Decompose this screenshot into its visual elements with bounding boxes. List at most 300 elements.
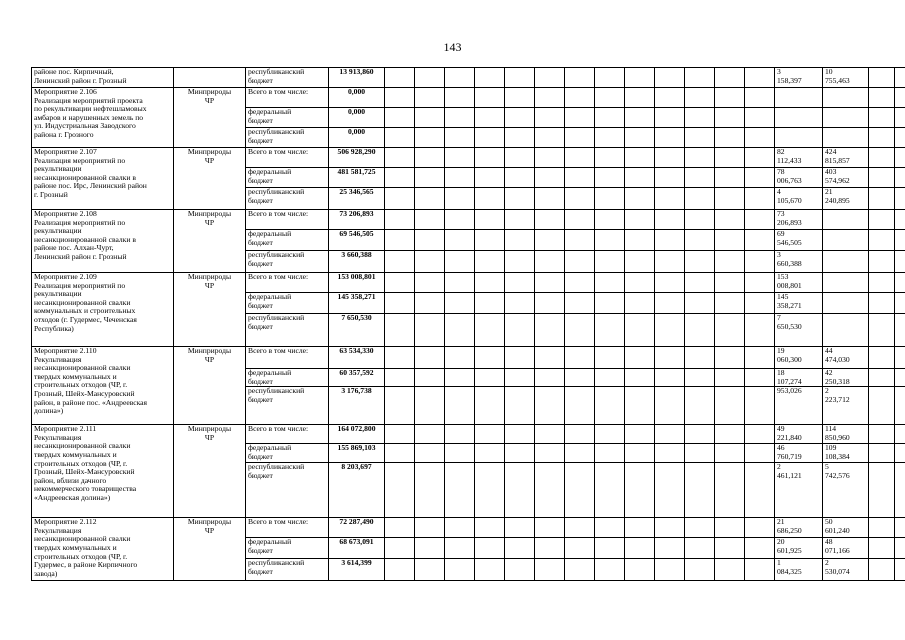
amount-2023-cell: [823, 108, 869, 128]
empty-year-cell: [595, 463, 625, 518]
total-amount-cell: 63 534,330: [329, 347, 385, 369]
empty-year-cell: [745, 251, 775, 273]
empty-year-cell: [565, 347, 595, 369]
funding-source-cell: республиканский бюджет: [246, 314, 329, 347]
amount-2022-cell: 3 660,388: [775, 251, 823, 273]
empty-year-cell: [685, 387, 715, 425]
amount-2022-cell: 2 461,121: [775, 463, 823, 518]
funding-source-cell: республиканский бюджет: [246, 251, 329, 273]
empty-year-cell: [535, 108, 565, 128]
total-amount-cell: 7 650,530: [329, 314, 385, 347]
empty-year-cell: [625, 128, 655, 148]
empty-year-cell: [445, 230, 475, 251]
amount-2022-cell: [775, 88, 823, 108]
executor-cell: Минприроды ЧР: [174, 425, 246, 518]
total-amount-cell: 3 176,738: [329, 387, 385, 425]
empty-year-cell: [415, 230, 445, 251]
empty-year-cell: [655, 444, 685, 463]
total-amount-cell: 8 203,697: [329, 463, 385, 518]
empty-year-cell: [655, 559, 685, 581]
amount-2023-cell: [823, 210, 869, 230]
empty-year-cell: [595, 314, 625, 347]
funding-source-cell: Всего в том числе:: [246, 88, 329, 108]
amount-2022-cell: [775, 108, 823, 128]
empty-year-cell: [685, 538, 715, 559]
empty-year-cell: [715, 210, 745, 230]
empty-year-cell: [685, 128, 715, 148]
empty-year-cell: [415, 387, 445, 425]
empty-year-cell: [715, 273, 745, 293]
table-row: [32, 68, 905, 88]
empty-year-cell: [475, 210, 505, 230]
empty-year-cell: [869, 293, 895, 314]
funding-source-cell: федеральный бюджет: [246, 230, 329, 251]
empty-year-cell: [625, 387, 655, 425]
amount-2023-cell: 21 240,895: [823, 188, 869, 210]
amount-2022-cell: 20 601,925: [775, 538, 823, 559]
empty-year-cell: [535, 251, 565, 273]
empty-year-cell: [535, 88, 565, 108]
empty-year-cell: [385, 148, 415, 168]
empty-year-cell: [715, 188, 745, 210]
empty-year-cell: [505, 369, 535, 387]
empty-year-cell: [505, 251, 535, 273]
empty-year-cell: [715, 128, 745, 148]
empty-year-cell: [445, 88, 475, 108]
funding-source-cell: Всего в том числе:: [246, 148, 329, 168]
empty-year-cell: [715, 369, 745, 387]
empty-year-cell: [595, 128, 625, 148]
empty-year-cell: [415, 108, 445, 128]
amount-2022-cell: 49 221,840: [775, 425, 823, 444]
empty-year-cell: [505, 88, 535, 108]
total-amount-cell: 155 869,103: [329, 444, 385, 463]
empty-year-cell: [415, 68, 445, 88]
total-amount-cell: 13 913,860: [329, 68, 385, 88]
empty-year-cell: [869, 88, 895, 108]
empty-year-cell: [745, 293, 775, 314]
empty-year-cell: [385, 444, 415, 463]
empty-year-cell: [445, 314, 475, 347]
empty-year-cell: [445, 128, 475, 148]
empty-year-cell: [565, 425, 595, 444]
empty-year-cell: [715, 518, 745, 538]
empty-year-cell: [745, 273, 775, 293]
empty-year-cell: [895, 387, 905, 425]
empty-year-cell: [415, 314, 445, 347]
empty-year-cell: [415, 559, 445, 581]
amount-2022-cell: 145 358,271: [775, 293, 823, 314]
empty-year-cell: [895, 251, 905, 273]
total-amount-cell: 3 660,388: [329, 251, 385, 273]
empty-year-cell: [625, 314, 655, 347]
funding-source-cell: федеральный бюджет: [246, 369, 329, 387]
empty-year-cell: [595, 518, 625, 538]
amount-2022-cell: 7 650,530: [775, 314, 823, 347]
executor-cell: Минприроды ЧР: [174, 210, 246, 273]
funding-source-cell: Всего в том числе:: [246, 347, 329, 369]
empty-year-cell: [745, 463, 775, 518]
empty-year-cell: [445, 369, 475, 387]
activity-cell: Мероприятие 2.106 Реализация мероприятий проекта по рекультивации нефтешламовых амбаров и нарушенных земель по ул. Индустриальная Заводского района г. Грозного: [32, 88, 174, 148]
empty-year-cell: [565, 559, 595, 581]
empty-year-cell: [685, 148, 715, 168]
empty-year-cell: [715, 463, 745, 518]
empty-year-cell: [895, 210, 905, 230]
empty-year-cell: [565, 518, 595, 538]
amount-2022-cell: 78 006,763: [775, 168, 823, 188]
empty-year-cell: [445, 425, 475, 444]
empty-year-cell: [445, 251, 475, 273]
empty-year-cell: [869, 148, 895, 168]
executor-cell: Минприроды ЧР: [174, 347, 246, 425]
empty-year-cell: [415, 347, 445, 369]
empty-year-cell: [595, 148, 625, 168]
funding-source-cell: Всего в том числе:: [246, 425, 329, 444]
empty-year-cell: [895, 188, 905, 210]
empty-year-cell: [385, 188, 415, 210]
empty-year-cell: [505, 538, 535, 559]
empty-year-cell: [895, 518, 905, 538]
empty-year-cell: [565, 88, 595, 108]
empty-year-cell: [535, 168, 565, 188]
amount-2023-cell: 42 250,318: [823, 369, 869, 387]
empty-year-cell: [895, 148, 905, 168]
empty-year-cell: [415, 251, 445, 273]
empty-year-cell: [445, 518, 475, 538]
amount-2023-cell: 48 071,166: [823, 538, 869, 559]
empty-year-cell: [535, 559, 565, 581]
empty-year-cell: [385, 68, 415, 88]
amount-2023-cell: 50 601,240: [823, 518, 869, 538]
empty-year-cell: [415, 538, 445, 559]
empty-year-cell: [505, 68, 535, 88]
empty-year-cell: [655, 168, 685, 188]
empty-year-cell: [715, 148, 745, 168]
empty-year-cell: [745, 88, 775, 108]
empty-year-cell: [505, 347, 535, 369]
empty-year-cell: [385, 347, 415, 369]
empty-year-cell: [475, 108, 505, 128]
empty-year-cell: [385, 88, 415, 108]
empty-year-cell: [625, 68, 655, 88]
empty-year-cell: [535, 425, 565, 444]
budget-table: [31, 67, 905, 581]
total-amount-cell: 69 546,505: [329, 230, 385, 251]
empty-year-cell: [535, 148, 565, 168]
funding-source-cell: федеральный бюджет: [246, 293, 329, 314]
empty-year-cell: [745, 369, 775, 387]
empty-year-cell: [415, 444, 445, 463]
empty-year-cell: [685, 314, 715, 347]
empty-year-cell: [655, 128, 685, 148]
empty-year-cell: [385, 168, 415, 188]
executor-cell: Минприроды ЧР: [174, 518, 246, 581]
empty-year-cell: [385, 538, 415, 559]
amount-2022-cell: 4 105,670: [775, 188, 823, 210]
activity-cell: Мероприятие 2.112 Рекультивация несанкционированной свалки твердых коммунальных и строительных отходов (ЧР, г. Гудермес, в районе Кирпичного завода): [32, 518, 174, 581]
empty-year-cell: [895, 463, 905, 518]
empty-year-cell: [385, 293, 415, 314]
empty-year-cell: [655, 188, 685, 210]
empty-year-cell: [745, 387, 775, 425]
empty-year-cell: [685, 518, 715, 538]
empty-year-cell: [625, 148, 655, 168]
table-row: [32, 425, 905, 444]
empty-year-cell: [505, 108, 535, 128]
empty-year-cell: [715, 314, 745, 347]
activity-cell: районе пос. Кирпичный, Ленинский район г. Грозный: [32, 68, 174, 88]
table-row: [32, 347, 905, 369]
empty-year-cell: [535, 188, 565, 210]
total-amount-cell: 72 287,490: [329, 518, 385, 538]
empty-year-cell: [685, 293, 715, 314]
empty-year-cell: [745, 148, 775, 168]
empty-year-cell: [565, 369, 595, 387]
empty-year-cell: [655, 251, 685, 273]
empty-year-cell: [715, 108, 745, 128]
total-amount-cell: 506 928,290: [329, 148, 385, 168]
empty-year-cell: [445, 444, 475, 463]
empty-year-cell: [445, 148, 475, 168]
empty-year-cell: [895, 314, 905, 347]
empty-year-cell: [895, 88, 905, 108]
empty-year-cell: [869, 444, 895, 463]
empty-year-cell: [655, 88, 685, 108]
empty-year-cell: [895, 444, 905, 463]
empty-year-cell: [655, 347, 685, 369]
executor-cell: [174, 68, 246, 88]
amount-2023-cell: 109 108,384: [823, 444, 869, 463]
empty-year-cell: [475, 425, 505, 444]
empty-year-cell: [895, 128, 905, 148]
empty-year-cell: [869, 463, 895, 518]
empty-year-cell: [745, 314, 775, 347]
empty-year-cell: [385, 314, 415, 347]
empty-year-cell: [415, 168, 445, 188]
amount-2023-cell: [823, 251, 869, 273]
empty-year-cell: [565, 251, 595, 273]
amount-2022-cell: 82 112,433: [775, 148, 823, 168]
empty-year-cell: [685, 444, 715, 463]
empty-year-cell: [415, 188, 445, 210]
empty-year-cell: [895, 538, 905, 559]
amount-2022-cell: 46 760,719: [775, 444, 823, 463]
empty-year-cell: [745, 538, 775, 559]
empty-year-cell: [535, 444, 565, 463]
empty-year-cell: [745, 518, 775, 538]
empty-year-cell: [535, 369, 565, 387]
activity-cell: Мероприятие 2.111 Рекультивация несанкционированной свалки твердых коммунальных и строительных отходов (ЧР, г. Грозный, Шейх-Мансуровский район, вблизи дачного некоммерческого товарищества «Андреевская долина»): [32, 425, 174, 518]
empty-year-cell: [565, 230, 595, 251]
empty-year-cell: [715, 387, 745, 425]
empty-year-cell: [625, 463, 655, 518]
funding-source-cell: республиканский бюджет: [246, 387, 329, 425]
amount-2022-cell: 69 546,505: [775, 230, 823, 251]
activity-cell: Мероприятие 2.109 Реализация мероприятий по рекультивации несанкционированной свалки коммунальных и строительных отходов (г. Гудермес, Чеченская Республика): [32, 273, 174, 347]
empty-year-cell: [475, 559, 505, 581]
empty-year-cell: [445, 188, 475, 210]
funding-source-cell: республиканский бюджет: [246, 463, 329, 518]
empty-year-cell: [505, 188, 535, 210]
empty-year-cell: [475, 188, 505, 210]
empty-year-cell: [869, 68, 895, 88]
total-amount-cell: 145 358,271: [329, 293, 385, 314]
empty-year-cell: [745, 230, 775, 251]
empty-year-cell: [625, 230, 655, 251]
empty-year-cell: [595, 88, 625, 108]
table-body: [32, 68, 905, 581]
amount-2023-cell: 2 530,074: [823, 559, 869, 581]
amount-2022-cell: 19 060,300: [775, 347, 823, 369]
amount-2023-cell: 44 474,030: [823, 347, 869, 369]
total-amount-cell: 0,000: [329, 108, 385, 128]
amount-2022-cell: 3 158,397: [775, 68, 823, 88]
empty-year-cell: [895, 425, 905, 444]
empty-year-cell: [535, 538, 565, 559]
empty-year-cell: [745, 128, 775, 148]
empty-year-cell: [685, 230, 715, 251]
total-amount-cell: 164 072,800: [329, 425, 385, 444]
empty-year-cell: [655, 148, 685, 168]
empty-year-cell: [715, 251, 745, 273]
empty-year-cell: [565, 538, 595, 559]
empty-year-cell: [475, 387, 505, 425]
amount-2023-cell: 424 815,857: [823, 148, 869, 168]
empty-year-cell: [715, 293, 745, 314]
empty-year-cell: [505, 518, 535, 538]
empty-year-cell: [445, 168, 475, 188]
total-amount-cell: 60 357,592: [329, 369, 385, 387]
amount-2023-cell: 2 223,712: [823, 387, 869, 425]
empty-year-cell: [895, 293, 905, 314]
total-amount-cell: 481 581,725: [329, 168, 385, 188]
empty-year-cell: [565, 444, 595, 463]
empty-year-cell: [445, 347, 475, 369]
empty-year-cell: [385, 108, 415, 128]
amount-2022-cell: 21 686,250: [775, 518, 823, 538]
amount-2022-cell: [775, 128, 823, 148]
empty-year-cell: [535, 210, 565, 230]
empty-year-cell: [475, 128, 505, 148]
funding-source-cell: республиканский бюджет: [246, 128, 329, 148]
empty-year-cell: [385, 559, 415, 581]
activity-cell: Мероприятие 2.108 Реализация мероприятий по рекультивации несанкционированной свалки в районе пос. Алхан-Чурт, Ленинский район г. Грозный: [32, 210, 174, 273]
amount-2023-cell: 5 742,576: [823, 463, 869, 518]
empty-year-cell: [625, 538, 655, 559]
total-amount-cell: 153 008,801: [329, 273, 385, 293]
executor-cell: Минприроды ЧР: [174, 273, 246, 347]
funding-source-cell: федеральный бюджет: [246, 444, 329, 463]
empty-year-cell: [895, 68, 905, 88]
total-amount-cell: 0,000: [329, 88, 385, 108]
empty-year-cell: [685, 369, 715, 387]
empty-year-cell: [385, 518, 415, 538]
empty-year-cell: [595, 559, 625, 581]
executor-cell: Минприроды ЧР: [174, 88, 246, 148]
empty-year-cell: [415, 148, 445, 168]
amount-2023-cell: 403 574,962: [823, 168, 869, 188]
empty-year-cell: [685, 210, 715, 230]
table-row: [32, 210, 905, 230]
empty-year-cell: [625, 518, 655, 538]
empty-year-cell: [869, 369, 895, 387]
empty-year-cell: [535, 314, 565, 347]
empty-year-cell: [715, 230, 745, 251]
page-number: 143: [443, 40, 462, 54]
empty-year-cell: [505, 168, 535, 188]
empty-year-cell: [595, 369, 625, 387]
funding-source-cell: республиканский бюджет: [246, 188, 329, 210]
amount-2022-cell: 953,026: [775, 387, 823, 425]
empty-year-cell: [415, 88, 445, 108]
empty-year-cell: [535, 273, 565, 293]
empty-year-cell: [415, 210, 445, 230]
empty-year-cell: [895, 369, 905, 387]
empty-year-cell: [685, 168, 715, 188]
empty-year-cell: [535, 347, 565, 369]
empty-year-cell: [565, 314, 595, 347]
empty-year-cell: [475, 293, 505, 314]
empty-year-cell: [535, 128, 565, 148]
empty-year-cell: [445, 68, 475, 88]
empty-year-cell: [475, 314, 505, 347]
activity-cell: Мероприятие 2.107 Реализация мероприятий по рекультивации несанкционированной свалки в районе пос. Ирс, Ленинский район г. Грозный: [32, 148, 174, 210]
empty-year-cell: [745, 210, 775, 230]
empty-year-cell: [505, 128, 535, 148]
empty-year-cell: [685, 463, 715, 518]
empty-year-cell: [505, 559, 535, 581]
empty-year-cell: [415, 425, 445, 444]
amount-2023-cell: [823, 230, 869, 251]
funding-source-cell: федеральный бюджет: [246, 108, 329, 128]
empty-year-cell: [869, 559, 895, 581]
table-row: [32, 273, 905, 293]
empty-year-cell: [565, 273, 595, 293]
amount-2023-cell: [823, 128, 869, 148]
empty-year-cell: [869, 518, 895, 538]
empty-year-cell: [655, 538, 685, 559]
empty-year-cell: [595, 347, 625, 369]
empty-year-cell: [415, 128, 445, 148]
empty-year-cell: [475, 369, 505, 387]
empty-year-cell: [625, 425, 655, 444]
funding-source-cell: Всего в том числе:: [246, 273, 329, 293]
empty-year-cell: [595, 425, 625, 444]
empty-year-cell: [475, 148, 505, 168]
empty-year-cell: [595, 68, 625, 88]
total-amount-cell: 73 206,893: [329, 210, 385, 230]
empty-year-cell: [415, 463, 445, 518]
empty-year-cell: [475, 168, 505, 188]
empty-year-cell: [505, 425, 535, 444]
empty-year-cell: [625, 88, 655, 108]
amount-2022-cell: 153 008,801: [775, 273, 823, 293]
empty-year-cell: [445, 538, 475, 559]
empty-year-cell: [505, 444, 535, 463]
empty-year-cell: [655, 68, 685, 88]
total-amount-cell: 68 673,091: [329, 538, 385, 559]
total-amount-cell: 0,000: [329, 128, 385, 148]
empty-year-cell: [565, 188, 595, 210]
empty-year-cell: [385, 230, 415, 251]
table-row: [32, 518, 905, 538]
empty-year-cell: [869, 168, 895, 188]
empty-year-cell: [655, 293, 685, 314]
empty-year-cell: [565, 463, 595, 518]
empty-year-cell: [385, 425, 415, 444]
empty-year-cell: [685, 68, 715, 88]
